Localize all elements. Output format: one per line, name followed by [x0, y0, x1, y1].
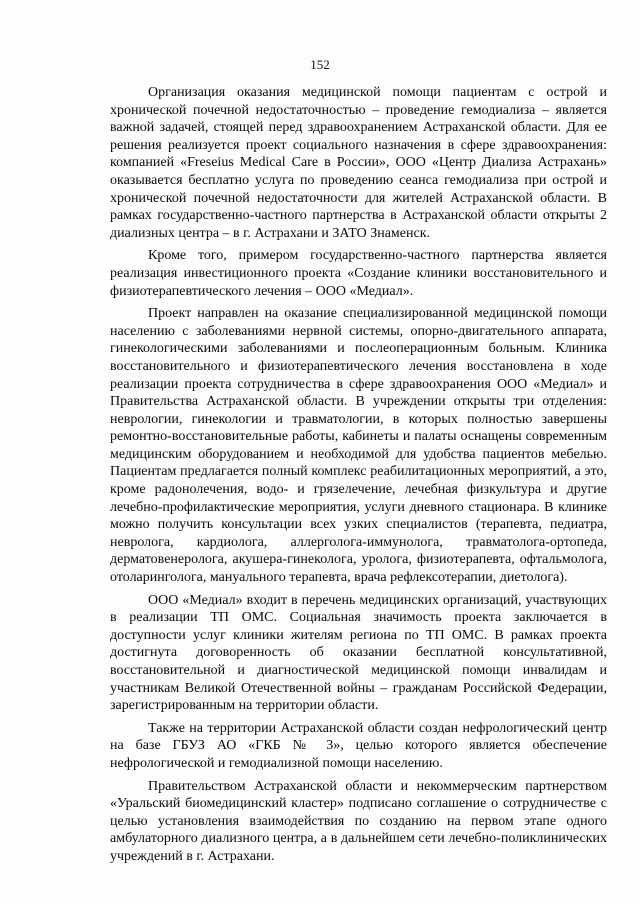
- page-number: 152: [310, 57, 330, 72]
- paragraph-medial-oms: ООО «Медиал» входит в перечень медицинских организаций, участвующих в реализации ТП ОМС. Социальная значимость проекта заключается в доступности услуг клиники жителям региона по ТП ОМС. В рамках проекта достигнута договоренность об оказании бесплатной консультативной, восстановительной и диагностической медицинской помощи инвалидам и участникам Великой Отечественной войны – гражданам Российской Федерации, зарегистрированным на территории области.: [110, 592, 607, 714]
- body-text: [110, 84, 607, 871]
- paragraph-investment-project: Кроме того, примером государственно-частного партнерства является реализация инвестиционного проекта «Создание клиники восстановительного и физиотерапевтического лечения – ООО «Медиал».: [110, 248, 607, 299]
- paragraph-hemodialysis: Организация оказания медицинской помощи пациентам с острой и хронической почечной недостаточностью – проведение гемодиализа – является важной задачей, стоящей перед здравоохранением Астраханской области. Для ее решения реализуется проект социального назначения в сфере здравоохранения: компанией «Freseius Medical Care в России», ООО «Центр Диализа Астрахань» оказывается бесплатно услуга по проведению сеанса гемодиализа при острой и хронической почечной недостаточности для жителей Астраханской области. В рамках государственно-частного партнерства в Астраханской области открыты 2 диализных центра – в г. Астрахани и ЗАТО Знаменск.: [110, 85, 607, 241]
- paragraph-ural-cluster-agreement: Правительством Астраханской области и некоммерческим партнерством «Уральский биомедицинский кластер» подписано соглашение о сотрудничестве с целью установления взаимодействия по созданию на первом этапе одного амбулаторного диализного центра, а в дальнейшем сети лечебно-поликлинических учреждений в г. Астрахани.: [110, 778, 607, 864]
- paragraph-nephrology-center: Также на территории Астраханской области создан нефрологический центр на базе ГБУЗ АО «ГКБ № 3», целью которого является обеспечение нефрологической и гемодиализной помощи населению.: [110, 720, 607, 771]
- paragraph-clinic-description: Проект направлен на оказание специализированной медицинской помощи населению с заболеваниями нервной системы, опорно-двигательного аппарата, гинекологическими заболеваниями и послеоперационным больным. Клиника восстановительного и физиотерапевтического лечения восстановлена в ходе реализации проекта сотрудничества в сфере здравоохранения ООО «Медиал» и Правительства Астраханской области. В учреждении открыты три отделения: неврологии, гинекологии и травматологии, в которых полностью завершены ремонтно-восстановительные работы, кабинеты и палаты оснащены современным медицинским оборудованием и необходимой для удобства пациентов мебелью. Пациентам предлагается полный комплекс реабилитационных мероприятий, а это, кроме радонолечения, водо- и грязелечение, лечебная физкультура и другие лечебно-профилактические мероприятия, услуги дневного стационара. В клинике можно получить консультации всех узких специалистов (терапевта, педиатра, невролога, кардиолога, аллерголога-иммунолога, травматолога-ортопеда, дерматовенеролога, акушера-гинеколога, уролога, физиотерапевта, офтальмолога, отоларинголога, мануального терапевта, врача рефлексотерапии, диетолога).: [110, 306, 607, 586]
